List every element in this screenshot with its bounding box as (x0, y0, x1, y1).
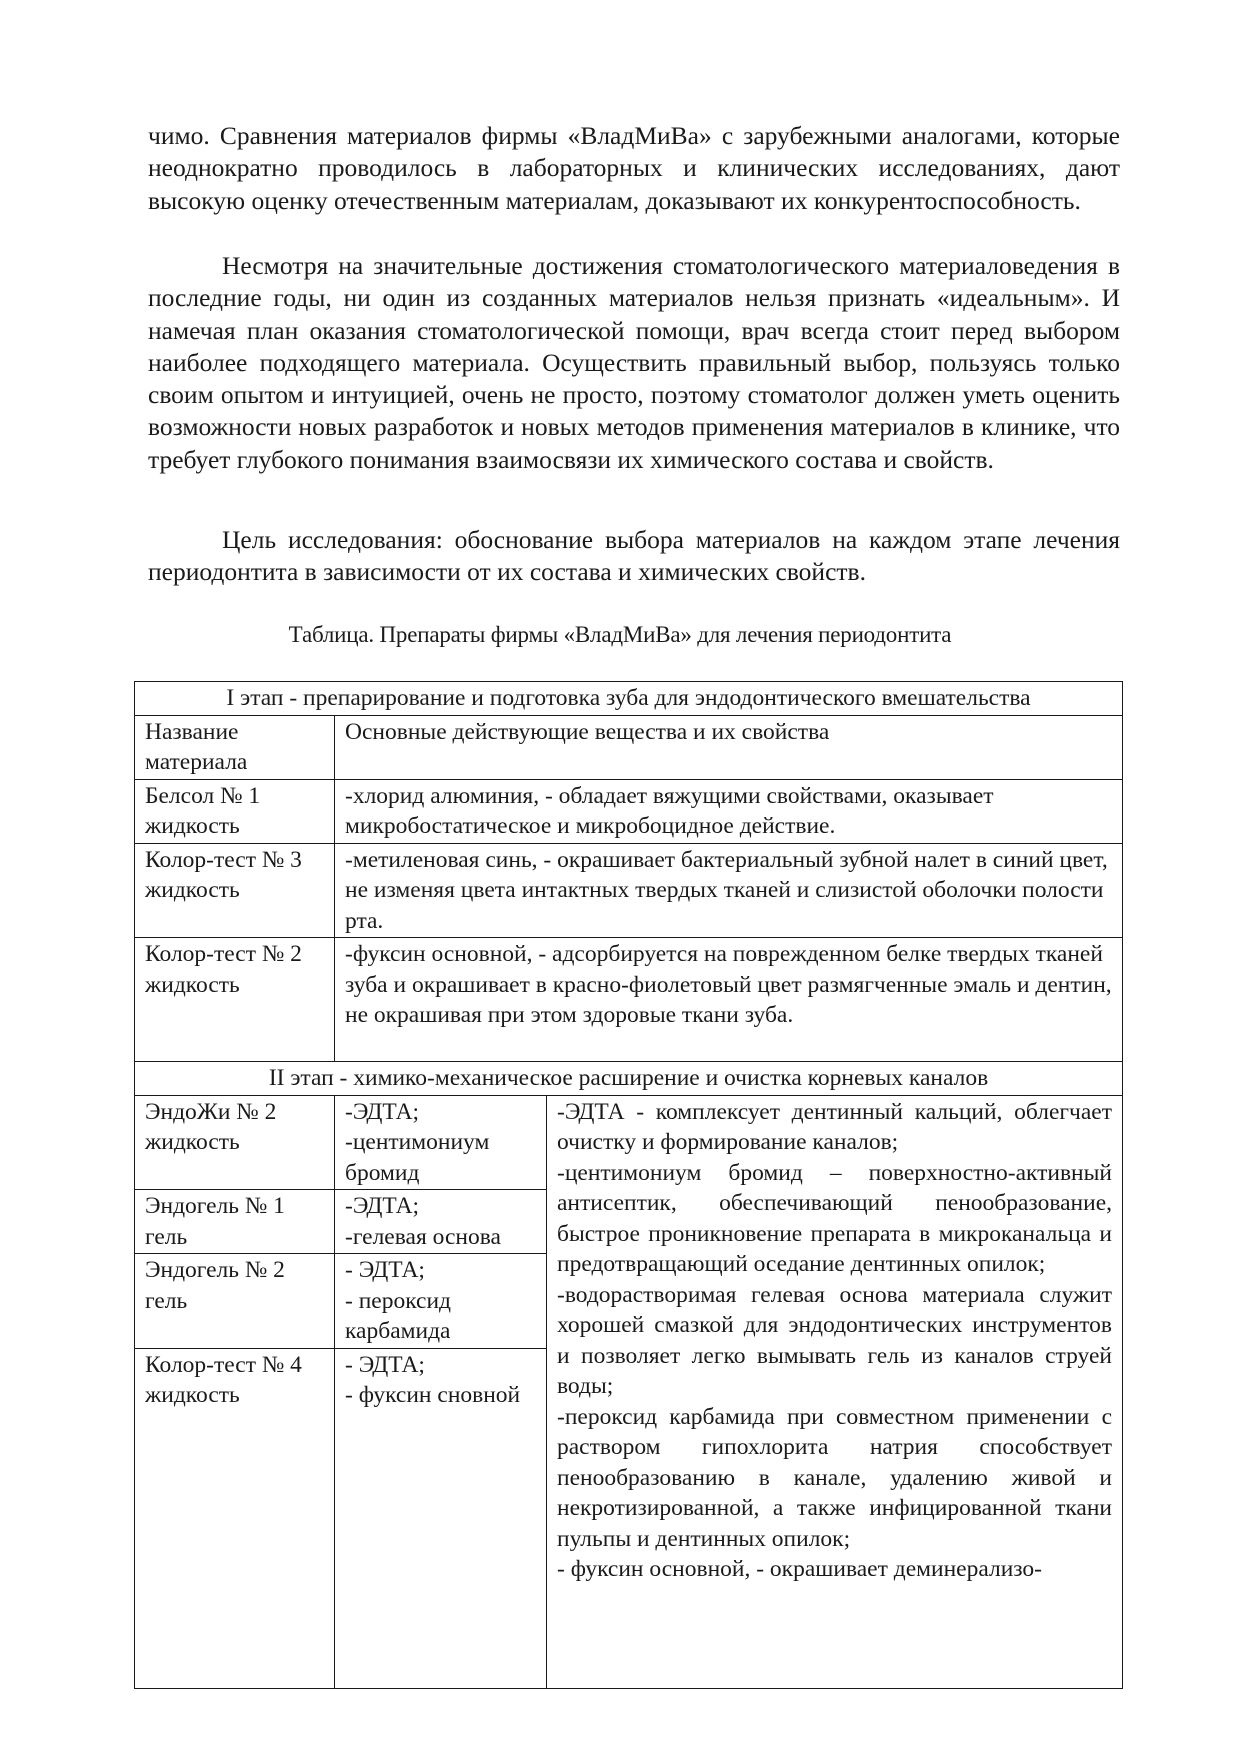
materials-table (134, 681, 1123, 1689)
table-row (135, 938, 1123, 1062)
material-form: гель (145, 1287, 188, 1314)
substance-line: - фуксин сновной (345, 1382, 521, 1408)
material-name: Эндогель № 1 (145, 1193, 285, 1219)
material-name: Колор-тест № 3 (145, 846, 302, 873)
stage1-heading: I этап - препарирование и подготовка зуба для эндодонтического вмешательства (135, 682, 1123, 716)
substance-line: -ЭДТА; (345, 1193, 420, 1219)
paragraph-goal: Цель исследования: обоснование выбора материалов на каждом этапе лечения периодонтита в зависимости от их состава и химических свойств. (148, 525, 1120, 587)
table-row (135, 843, 1123, 938)
material-substances-cell (335, 1190, 547, 1254)
material-name-cell (135, 1190, 335, 1254)
material-name-cell (135, 843, 335, 938)
substance-line: -ЭДТА; (345, 1098, 420, 1125)
material-props-cell: -фуксин основной, - адсорбируется на поврежденном белке твердых тканей зуба и окрашивает в красно-фиолетовый цвет размягченные эмаль и дентин, не окрашивая при этом здоровые ткани зуба. (335, 938, 1123, 1062)
paragraph-materials: Несмотря на значительные достижения стоматологического материаловедения в последние годы, ни один из созданных материалов нельзя признать «идеальным». И намечая план оказания стоматологической помощи, врач всегда стоит перед выбором наиболее подходящего материала. Осуществить правильный выбор, пользуясь только своим опытом и интуицией, очень не просто, поэтому стоматолог должен уметь оценить возможности новых разработок и новых методов применения материалов в клинике, что требует глубокого понимания взаимосвязи их химического состава и свойств. (148, 251, 1120, 474)
material-substances-cell (335, 1254, 547, 1349)
description-paragraph: -ЭДТА - комплексует дентинный кальций, облегчает очистку и формирование каналов; (557, 1098, 1112, 1155)
material-form: жидкость (145, 813, 240, 839)
substance-line: - пероксид карбамида (345, 1287, 452, 1344)
material-name-cell (135, 938, 335, 1062)
material-name-cell (135, 779, 335, 843)
description-paragraph: -центимониум бромид – поверхностно-активный антисептик, обеспечивающий пенообразование, быстрое проникновение препарата в микроканальца и предотвращающий оседание дентинных опилок; (557, 1159, 1112, 1277)
description-paragraph: -водорастворимая гелевая основа материала служит хорошей смазкой для эндодонтических инструментов и позволяет легко вымывать гель из каналов струей воды; (557, 1281, 1112, 1399)
substance-line: - ЭДТА; (345, 1351, 425, 1378)
material-props-cell: -хлорид алюминия, - обладает вяжущими свойствами, оказывает микробостатическое и микробоцидное действие. (335, 779, 1123, 843)
substance-line: -центимониум бромид (345, 1129, 490, 1186)
header-props-cell: Основные действующие вещества и их свойства (335, 715, 1123, 779)
material-name: Белсол № 1 (145, 782, 261, 809)
material-name-cell (135, 1095, 335, 1190)
material-props-cell: -метиленовая синь, - окрашивает бактериальный зубной налет в синий цвет, не изменяя цвета интактных твердых тканей и слизистой оболочки полости рта. (335, 843, 1123, 938)
stage2-description-cell (547, 1095, 1123, 1688)
description-paragraph: - фуксин основной, - окрашивает деминерализо- (557, 1556, 1042, 1582)
material-name: Эндогель № 2 (145, 1257, 285, 1283)
material-form: гель (145, 1223, 188, 1250)
material-form: жидкость (145, 1382, 240, 1408)
material-name-cell (135, 1254, 335, 1349)
material-name-cell (135, 1348, 335, 1688)
material-name: ЭндоЖи № 2 (145, 1098, 277, 1125)
substance-line: -гелевая основа (345, 1223, 501, 1250)
table-caption: Таблица. Препараты фирмы «ВладМиВа» для лечения периодонтита (288, 622, 952, 647)
material-form: жидкость (145, 1129, 240, 1155)
table-row-stage2 (135, 1062, 1123, 1096)
description-paragraph: -пероксид карбамида при совместном применении с раствором гипохлорита натрия способствует пенообразованию в канале, удалению живой и некротизированной, а также инфицированной ткани пульпы и дентинных опилок; (557, 1403, 1112, 1552)
stage2-heading: II этап - химико-механическое расширение и очистка корневых каналов (135, 1062, 1123, 1096)
material-name: Колор-тест № 4 (145, 1351, 302, 1378)
table-row (135, 1095, 1123, 1190)
material-form: жидкость (145, 877, 240, 903)
material-substances-cell (335, 1095, 547, 1190)
paragraph-intro: чимо. Сравнения материалов фирмы «ВладМиВа» с зарубежными аналогами, которые неоднократно проводилось в лабораторных и клинических исследованиях, дают высокую оценку отечественным материалам, доказывают их конкурентоспособность. (148, 121, 1120, 215)
substance-line: - ЭДТА; (345, 1257, 425, 1283)
table-header-row (135, 715, 1123, 779)
table-row (135, 779, 1123, 843)
material-form: жидкость (145, 971, 240, 998)
table-row-stage1 (135, 682, 1123, 716)
header-name-cell: Название материала (135, 715, 335, 779)
material-name: Колор-тест № 2 (145, 941, 302, 967)
material-substances-cell (335, 1348, 547, 1688)
